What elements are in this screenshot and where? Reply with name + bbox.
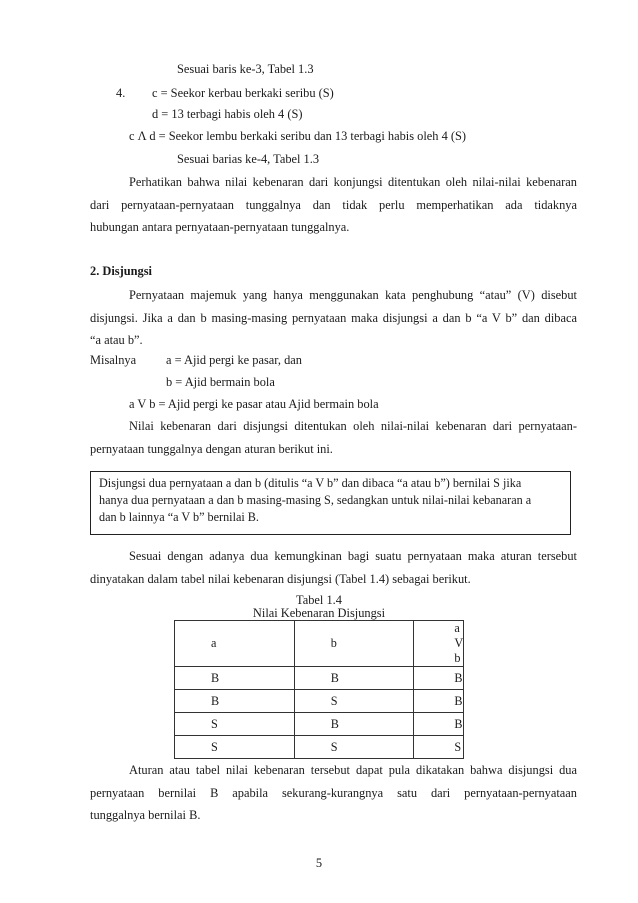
item-number-4: 4. bbox=[116, 86, 126, 100]
cell-b: S bbox=[294, 690, 414, 713]
rule-box-line2: hanya dua pernyataan a dan b masing-masing S, sedangkan untuk nilai-nilai kebanaran a bbox=[99, 493, 532, 507]
cell-a-or-b: B bbox=[414, 690, 464, 713]
table-row bbox=[175, 736, 464, 759]
cell-a: S bbox=[175, 713, 295, 736]
cell-a-or-b: B bbox=[414, 713, 464, 736]
para3-line2: pernyataan tunggalnya dengan aturan berikut ini. bbox=[90, 442, 333, 456]
para1-line2: dari pernyataan-pernyataan tunggalnya dan tidak perlu memperhatikan ada tidaknya bbox=[90, 198, 577, 212]
rule-box-line3: dan b lainnya “a V b” bernilai B. bbox=[99, 510, 259, 524]
table-row bbox=[175, 690, 464, 713]
para5-line2: pernyataan bernilai B apabila sekurang-kurangnya satu dari pernyataan-pernyataan bbox=[90, 786, 577, 800]
para1-line3: hubungan antara pernyataan-pernyataan tunggalnya. bbox=[90, 220, 350, 234]
para2-line3: “a atau b”. bbox=[90, 333, 143, 347]
example-a: a = Ajid pergi ke pasar, dan bbox=[166, 353, 302, 367]
header-b: b bbox=[294, 621, 414, 667]
cell-a: B bbox=[175, 690, 295, 713]
statement-d: d = 13 terbagi habis oleh 4 (S) bbox=[152, 107, 303, 121]
example-a-or-b: a V b = Ajid pergi ke pasar atau Ajid bermain bola bbox=[129, 397, 379, 411]
cell-a-or-b: S bbox=[414, 736, 464, 759]
table-row bbox=[175, 713, 464, 736]
statement-c-and-d: c Λ d = Seekor lembu berkaki seribu dan 13 terbagi habis oleh 4 (S) bbox=[129, 129, 467, 143]
rule-box-line1: Disjungsi dua pernyataan a dan b (ditulis “a V b” dan dibaca “a atau b”) bernilai S jika bbox=[99, 476, 522, 490]
table-caption-title: Nilai Kebenaran Disjungsi bbox=[252, 606, 386, 620]
cell-b: B bbox=[294, 713, 414, 736]
cell-a-or-b: B bbox=[414, 667, 464, 690]
para4-line2: dinyatakan dalam tabel nilai kebenaran disjungsi (Tabel 1.4) sebagai berikut. bbox=[90, 572, 471, 586]
para5-line1: Aturan atau tabel nilai kebenaran tersebut dapat pula dikatakan bahwa disjungsi dua bbox=[129, 763, 577, 777]
reference-line-2: Sesuai barias ke-4, Tabel 1.3 bbox=[177, 152, 320, 166]
reference-line-1: Sesuai baris ke-3, Tabel 1.3 bbox=[177, 62, 314, 76]
header-a: a bbox=[175, 621, 295, 667]
header-a-or-b: a V b bbox=[414, 621, 464, 667]
cell-a: B bbox=[175, 667, 295, 690]
example-label: Misalnya bbox=[90, 353, 137, 367]
table-header-row bbox=[175, 621, 464, 667]
rule-box bbox=[90, 471, 571, 535]
para5-line3: tunggalnya bernilai B. bbox=[90, 808, 201, 822]
statement-c: c = Seekor kerbau berkaki seribu (S) bbox=[152, 86, 334, 100]
cell-a: S bbox=[175, 736, 295, 759]
section-heading: 2. Disjungsi bbox=[90, 264, 152, 278]
cell-b: S bbox=[294, 736, 414, 759]
truth-table-disjunction bbox=[174, 620, 464, 759]
para2-line1: Pernyataan majemuk yang hanya menggunakan kata penghubung “atau” (V) disebut bbox=[129, 288, 577, 302]
para2-line2: disjungsi. Jika a dan b masing-masing pernyataan maka disjungsi a dan b “a V b” dan dibaca bbox=[90, 311, 577, 325]
para3-line1: Nilai kebenaran dari disjungsi ditentukan oleh nilai-nilai kebenaran dari pernyataan- bbox=[129, 419, 577, 433]
para1-line1: Perhatikan bahwa nilai kebenaran dari konjungsi ditentukan oleh nilai-nilai kebenaran bbox=[129, 175, 577, 189]
table-row bbox=[175, 667, 464, 690]
cell-b: B bbox=[294, 667, 414, 690]
page-number: 5 bbox=[315, 856, 323, 870]
para4-line1: Sesuai dengan adanya dua kemungkinan bagi suatu pernyataan maka aturan tersebut bbox=[129, 549, 577, 563]
example-b: b = Ajid bermain bola bbox=[166, 375, 275, 389]
table-caption-number: Tabel 1.4 bbox=[296, 593, 342, 607]
